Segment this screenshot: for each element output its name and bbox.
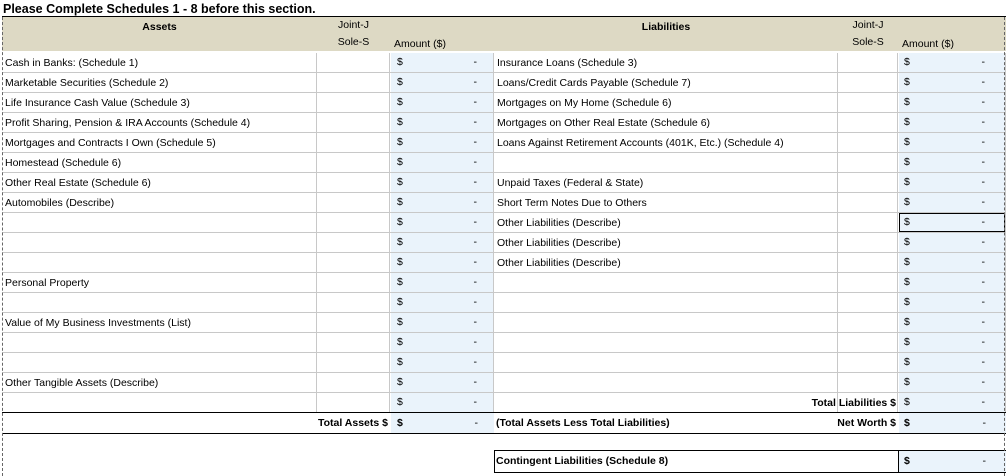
assets-header: Assets (2, 17, 317, 51)
liability-amount[interactable] (899, 213, 1005, 232)
total-line-bottom (2, 433, 1006, 434)
asset-amount[interactable] (391, 273, 493, 292)
liability-currency: $ (904, 136, 910, 148)
sheet-row (0, 193, 1006, 213)
liabilities-amount-header-label: Amount ($) (902, 38, 954, 50)
assets-amount-header (390, 17, 494, 51)
sheet-row (0, 333, 1006, 353)
asset-label (5, 233, 315, 253)
liability-value: - (981, 356, 985, 368)
grid-cell[interactable] (838, 153, 898, 173)
liability-value: - (981, 376, 985, 388)
grid-cell[interactable] (317, 133, 390, 153)
grid-cell[interactable] (317, 353, 390, 373)
assets-amount-header-label: Amount ($) (394, 38, 446, 50)
asset-value: - (473, 296, 477, 308)
liability-value: - (981, 56, 985, 68)
grid-cell[interactable] (838, 73, 898, 93)
total-liabilities-label: Total Liabilities $ (811, 397, 896, 409)
contingent-value: - (982, 455, 986, 467)
liability-currency: $ (904, 96, 910, 108)
asset-currency: $ (397, 376, 403, 388)
asset-value: - (473, 96, 477, 108)
grid-cell[interactable] (317, 213, 390, 233)
liability-value: - (981, 396, 985, 408)
sheet-row (0, 153, 1006, 173)
asset-amount[interactable] (391, 373, 493, 392)
asset-label: Personal Property (5, 277, 90, 289)
asset-label (5, 393, 315, 413)
sheet-row (0, 213, 1006, 233)
liability-label (497, 353, 837, 373)
liability-currency: $ (904, 176, 910, 188)
asset-amount[interactable] (391, 333, 493, 352)
asset-label: Mortgages and Contracts I Own (Schedule 5) (5, 137, 216, 149)
asset-value: - (473, 56, 477, 68)
liability-amount[interactable] (899, 333, 1005, 352)
grid-cell[interactable] (838, 53, 898, 73)
liability-amount[interactable] (899, 293, 1005, 312)
asset-label: Life Insurance Cash Value (Schedule 3) (5, 97, 190, 109)
grid-cell[interactable] (317, 373, 390, 393)
grid-cell[interactable] (317, 313, 390, 333)
asset-amount[interactable] (391, 133, 493, 152)
liability-label: Unpaid Taxes (Federal & State) (497, 177, 644, 189)
sheet-row (0, 133, 1006, 153)
sheet-row (0, 293, 1006, 313)
liability-value: - (981, 256, 985, 268)
asset-currency: $ (397, 296, 403, 308)
contingent-liabilities-label: Contingent Liabilities (Schedule 8) (496, 455, 669, 467)
contingent-liabilities-amount[interactable] (899, 451, 1006, 472)
sheet-row (0, 113, 1006, 133)
liability-amount[interactable] (899, 273, 1005, 292)
net-worth-currency: $ (904, 417, 910, 429)
liabilities-joint-header-line1: Joint-J (852, 19, 884, 31)
asset-value: - (473, 356, 477, 368)
liability-currency: $ (904, 296, 910, 308)
contingent-line-bottom (494, 472, 1006, 473)
grid-cell[interactable] (317, 393, 390, 413)
total-assets-currency: $ (397, 417, 403, 429)
asset-amount[interactable] (391, 293, 493, 312)
net-worth-amount[interactable] (899, 413, 1006, 433)
sheet-row (0, 93, 1006, 113)
contingent-line-top (494, 450, 1006, 451)
sheet-row (0, 253, 1006, 273)
grid-cell[interactable] (317, 273, 390, 293)
asset-value: - (473, 116, 477, 128)
asset-value: - (473, 276, 477, 288)
liability-amount[interactable] (899, 193, 1005, 212)
liability-value: - (981, 156, 985, 168)
grid-cell[interactable] (317, 173, 390, 193)
grid-cell[interactable] (317, 233, 390, 253)
difference-label: (Total Assets Less Total Liabilities) (496, 417, 670, 429)
grid-cell[interactable] (317, 53, 390, 73)
liability-label: Insurance Loans (Schedule 3) (497, 57, 638, 69)
liability-currency: $ (904, 76, 910, 88)
asset-value: - (473, 216, 477, 228)
asset-currency: $ (397, 256, 403, 268)
assets-joint-header (317, 17, 390, 51)
asset-label: Marketable Securities (Schedule 2) (5, 77, 169, 89)
asset-amount[interactable] (391, 53, 493, 72)
liability-label (497, 293, 837, 313)
liabilities-header: Liabilities (494, 17, 838, 51)
asset-amount[interactable] (391, 173, 493, 192)
grid-cell[interactable] (838, 193, 898, 213)
asset-label (5, 213, 315, 233)
liability-label: Mortgages on Other Real Estate (Schedule 6) (497, 117, 711, 129)
liability-label (497, 153, 837, 173)
liability-amount[interactable] (899, 93, 1005, 112)
grid-cell[interactable] (838, 353, 898, 373)
net-worth-value: - (982, 417, 986, 429)
section-title: Please Complete Schedules 1 - 8 before this section. (3, 2, 316, 16)
liability-amount[interactable] (899, 233, 1005, 252)
asset-amount[interactable] (391, 393, 493, 412)
liability-value: - (981, 136, 985, 148)
sheet-row (0, 273, 1006, 293)
asset-currency: $ (397, 216, 403, 228)
grid-cell[interactable] (317, 253, 390, 273)
liability-label (497, 313, 837, 333)
asset-currency: $ (397, 116, 403, 128)
liability-value: - (981, 336, 985, 348)
asset-amount[interactable] (391, 253, 493, 272)
asset-value: - (473, 336, 477, 348)
asset-currency: $ (397, 356, 403, 368)
asset-currency: $ (397, 96, 403, 108)
asset-amount[interactable] (391, 353, 493, 372)
grid-cell[interactable] (838, 93, 898, 113)
sheet-row (0, 233, 1006, 253)
grid-cell[interactable] (838, 233, 898, 253)
asset-currency: $ (397, 76, 403, 88)
liability-currency: $ (904, 356, 910, 368)
sheet-row (0, 313, 1006, 333)
liability-amount[interactable] (899, 393, 1005, 412)
liability-currency: $ (904, 376, 910, 388)
grid-cell[interactable] (317, 93, 390, 113)
liability-currency: $ (904, 236, 910, 248)
asset-currency: $ (397, 396, 403, 408)
grid-cell[interactable] (317, 193, 390, 213)
liability-value: - (981, 236, 985, 248)
contingent-currency: $ (904, 455, 910, 467)
grid-cell[interactable] (317, 113, 390, 133)
liability-label: Loans/Credit Cards Payable (Schedule 7) (497, 77, 691, 89)
right-page-border (1004, 17, 1005, 476)
liability-label: Other Liabilities (Describe) (497, 217, 621, 229)
grid-cell[interactable] (838, 253, 898, 273)
asset-value: - (473, 136, 477, 148)
liability-amount[interactable] (899, 73, 1005, 92)
sheet-row (0, 173, 1006, 193)
liability-amount[interactable] (899, 113, 1005, 132)
grid-cell[interactable] (317, 153, 390, 173)
liability-value: - (981, 276, 985, 288)
asset-value: - (473, 176, 477, 188)
asset-currency: $ (397, 236, 403, 248)
asset-value: - (473, 156, 477, 168)
asset-value: - (473, 76, 477, 88)
net-worth-label: Net Worth $ (837, 417, 896, 429)
liability-value: - (981, 76, 985, 88)
liability-amount[interactable] (899, 313, 1005, 332)
asset-amount[interactable] (391, 153, 493, 172)
asset-label (5, 253, 315, 273)
grid-cell[interactable] (317, 293, 390, 313)
grid-cell[interactable] (838, 313, 898, 333)
asset-value: - (473, 316, 477, 328)
asset-value: - (473, 376, 477, 388)
liability-label (497, 333, 837, 353)
liability-amount[interactable] (899, 253, 1005, 272)
contingent-left-border (494, 450, 495, 473)
liability-label (497, 373, 837, 393)
grid-cell[interactable] (317, 73, 390, 93)
asset-label: Automobiles (Describe) (5, 197, 115, 209)
liability-amount[interactable] (899, 173, 1005, 192)
asset-currency: $ (397, 176, 403, 188)
liability-label: Other Liabilities (Describe) (497, 237, 621, 249)
sheet-row (0, 373, 1006, 393)
liability-label: Short Term Notes Due to Others (497, 197, 647, 209)
asset-label (5, 353, 315, 373)
asset-label: Other Tangible Assets (Describe) (5, 377, 159, 389)
asset-value: - (473, 396, 477, 408)
liability-label: Other Liabilities (Describe) (497, 257, 621, 269)
liability-currency: $ (904, 116, 910, 128)
liabilities-joint-header-line2: Sole-S (852, 36, 884, 48)
total-line-top (2, 412, 1006, 413)
asset-label: Value of My Business Investments (List) (5, 317, 191, 329)
asset-amount[interactable] (391, 213, 493, 232)
liability-value: - (981, 296, 985, 308)
liability-amount[interactable] (899, 133, 1005, 152)
asset-amount[interactable] (391, 193, 493, 212)
grid-cell[interactable] (838, 113, 898, 133)
asset-currency: $ (397, 276, 403, 288)
liability-currency: $ (904, 256, 910, 268)
liability-label: Loans Against Retirement Accounts (401K, Etc.) (Schedule 4) (497, 137, 784, 149)
liability-amount[interactable] (899, 153, 1005, 172)
asset-label (5, 333, 315, 353)
grid-cell[interactable] (838, 133, 898, 153)
asset-value: - (473, 236, 477, 248)
asset-amount[interactable] (391, 73, 493, 92)
asset-amount[interactable] (391, 93, 493, 112)
contingent-divider (898, 450, 899, 473)
liability-currency: $ (904, 336, 910, 348)
liability-currency: $ (904, 196, 910, 208)
asset-label: Homestead (Schedule 6) (5, 157, 122, 169)
asset-currency: $ (397, 156, 403, 168)
grid-cell[interactable] (838, 273, 898, 293)
grid-cell[interactable] (838, 293, 898, 313)
liability-currency: $ (904, 276, 910, 288)
grid-cell[interactable] (838, 333, 898, 353)
liability-value: - (981, 176, 985, 188)
asset-amount[interactable] (391, 113, 493, 132)
asset-currency: $ (397, 196, 403, 208)
liabilities-joint-header (838, 17, 898, 51)
asset-label (5, 293, 315, 313)
liability-currency: $ (904, 56, 910, 68)
asset-label: Other Real Estate (Schedule 6) (5, 177, 151, 189)
liability-currency: $ (904, 156, 910, 168)
liability-label (497, 273, 837, 293)
liability-value: - (981, 216, 985, 228)
asset-currency: $ (397, 316, 403, 328)
liability-amount[interactable] (899, 353, 1005, 372)
sheet-row (0, 53, 1006, 73)
grid-cell[interactable] (838, 213, 898, 233)
asset-currency: $ (397, 336, 403, 348)
liability-value: - (981, 196, 985, 208)
grid-cell[interactable] (838, 373, 898, 393)
liability-amount[interactable] (899, 53, 1005, 72)
liability-value: - (981, 116, 985, 128)
asset-value: - (473, 256, 477, 268)
liability-currency: $ (904, 216, 910, 228)
asset-amount[interactable] (391, 313, 493, 332)
total-assets-label: Total Assets $ (317, 417, 388, 429)
left-page-border (2, 17, 3, 476)
sheet-row (0, 73, 1006, 93)
asset-label: Profit Sharing, Pension & IRA Accounts (Schedule 4) (5, 117, 251, 129)
sheet-row (0, 353, 1006, 373)
grid-cell[interactable] (317, 333, 390, 353)
liability-label: Mortgages on My Home (Schedule 6) (497, 97, 672, 109)
liability-value: - (981, 316, 985, 328)
liability-currency: $ (904, 316, 910, 328)
asset-amount[interactable] (391, 233, 493, 252)
liability-currency: $ (904, 396, 910, 408)
asset-label: Cash in Banks: (Schedule 1) (5, 57, 139, 69)
liabilities-amount-header (898, 17, 1006, 51)
total-assets-amount[interactable] (391, 413, 494, 433)
total-assets-value: - (474, 417, 478, 429)
liability-amount[interactable] (899, 373, 1005, 392)
liability-value: - (981, 96, 985, 108)
asset-currency: $ (397, 56, 403, 68)
asset-value: - (473, 196, 477, 208)
grid-cell[interactable] (838, 173, 898, 193)
assets-joint-header-line1: Joint-J (338, 19, 369, 31)
asset-currency: $ (397, 136, 403, 148)
assets-joint-header-line2: Sole-S (337, 36, 370, 48)
